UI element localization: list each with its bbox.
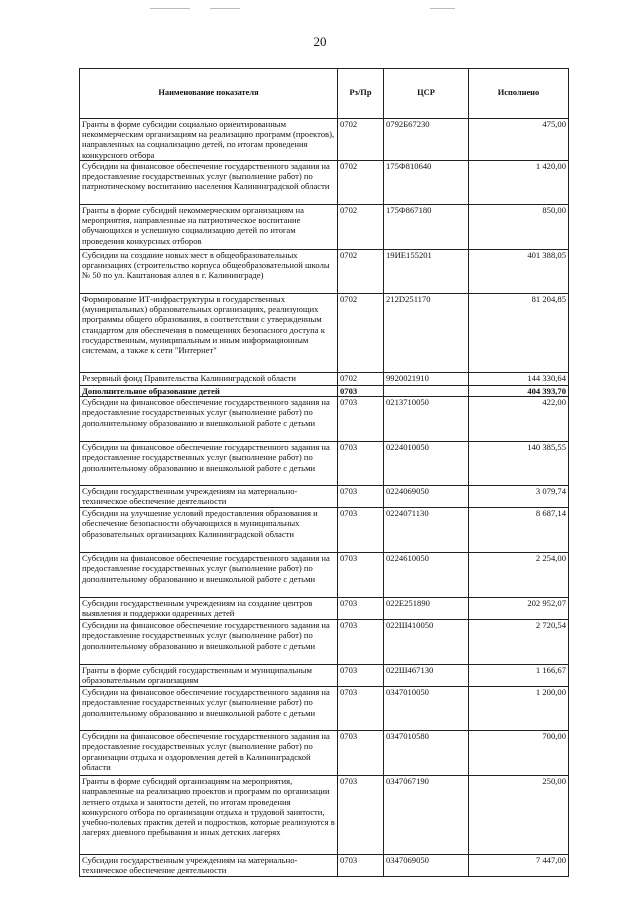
row-indicator-name: Субсидии на финансовое обеспечение государственного задания на предоставление государственных услуг (выполнение работ) по дополнительному образованию и внешкольной работе с детьми bbox=[80, 620, 338, 665]
row-section-code: 0703 bbox=[338, 386, 384, 397]
row-section-code: 0703 bbox=[338, 731, 384, 776]
row-executed-amount: 8 687,14 bbox=[469, 508, 569, 553]
header-indicator-name: Наименование показателя bbox=[80, 69, 338, 119]
table-row bbox=[80, 250, 569, 294]
row-section-code: 0703 bbox=[338, 508, 384, 553]
row-target-article: 0224071130 bbox=[384, 508, 469, 553]
row-executed-amount: 140 385,55 bbox=[469, 442, 569, 486]
table-row bbox=[80, 397, 569, 442]
table-row bbox=[80, 119, 569, 161]
row-section-code: 0703 bbox=[338, 486, 384, 508]
row-indicator-name: Субсидии на улучшение условий предоставления образования и обеспечение безопасности обучающихся в муниципальных образовательных организациях Калининградской области bbox=[80, 508, 338, 553]
table-row bbox=[80, 373, 569, 386]
row-executed-amount: 1 420,00 bbox=[469, 161, 569, 205]
row-section-code: 0702 bbox=[338, 250, 384, 294]
table-row bbox=[80, 620, 569, 665]
row-target-article: 9920021910 bbox=[384, 373, 469, 386]
row-target-article: 0347069050 bbox=[384, 855, 469, 877]
row-indicator-name: Формирование ИТ-инфраструктуры в государственных (муниципальных) образовательных организациях, реализующих программы общего образования, в соответствии с утвержденным стандартом для обеспечения в помещениях безопасного доступа к государственным, муниципальным и иным информационным системам, а также к сети "Интернет" bbox=[80, 294, 338, 373]
row-indicator-name: Субсидии на финансовое обеспечение государственного задания на предоставление государственных услуг (выполнение работ) по организации отдыха и оздоровления детей в Калининградской области bbox=[80, 731, 338, 776]
header-section-code: Рз/Пр bbox=[338, 69, 384, 119]
row-target-article: 0213710050 bbox=[384, 397, 469, 442]
row-target-article: 022Ш410050 bbox=[384, 620, 469, 665]
table-row bbox=[80, 855, 569, 877]
row-indicator-name: Гранты в форме субсидий организациям на мероприятия, направленные на реализацию проектов и программ по организации летнего отдыха и занятости детей, по итогам проведения конкурсного отбора по организации отдыха и трудовой занятости, учебно-полевых практик детей и подростков, которые реализуются в лагерях дневного пребывания и иных детских лагерях bbox=[80, 776, 338, 855]
row-executed-amount: 144 330,64 bbox=[469, 373, 569, 386]
row-indicator-name: Субсидии на финансовое обеспечение государственного задания на предоставление государственных услуг (выполнение работ) по патриотическому воспитанию населения Калининградской области bbox=[80, 161, 338, 205]
row-indicator-name: Гранты в форме субсидий некоммерческим организациям на мероприятия, направленные на патриотическое воспитание обучающихся и успешную социализацию детей по итогам проведения конкурсных отборов bbox=[80, 205, 338, 250]
row-target-article: 175Ф867180 bbox=[384, 205, 469, 250]
budget-table bbox=[79, 68, 569, 877]
row-executed-amount: 3 079,74 bbox=[469, 486, 569, 508]
row-section-code: 0703 bbox=[338, 442, 384, 486]
row-indicator-name: Субсидии государственным учреждениям на материально-техническое обеспечение деятельности bbox=[80, 855, 338, 877]
table-row bbox=[80, 508, 569, 553]
page-number: 20 bbox=[313, 34, 327, 49]
row-target-article: 0792Б67230 bbox=[384, 119, 469, 161]
table-section-row bbox=[80, 386, 569, 397]
row-target-article: 175Ф810640 bbox=[384, 161, 469, 205]
header-executed-amount: Исполнено bbox=[469, 69, 569, 119]
row-target-article: 0224069050 bbox=[384, 486, 469, 508]
row-target-article: 0224010050 bbox=[384, 442, 469, 486]
row-indicator-name: Гранты в форме субсидий государственным и муниципальным образовательным организациям bbox=[80, 665, 338, 687]
row-target-article: 0224610050 bbox=[384, 553, 469, 598]
table-row bbox=[80, 486, 569, 508]
row-executed-amount: 401 388,05 bbox=[469, 250, 569, 294]
row-executed-amount: 700,00 bbox=[469, 731, 569, 776]
table-row bbox=[80, 442, 569, 486]
row-executed-amount: 850,00 bbox=[469, 205, 569, 250]
table-row bbox=[80, 161, 569, 205]
row-executed-amount: 1 200,00 bbox=[469, 687, 569, 731]
table-row bbox=[80, 205, 569, 250]
row-section-code: 0703 bbox=[338, 776, 384, 855]
row-executed-amount: 2 254,00 bbox=[469, 553, 569, 598]
table-row bbox=[80, 776, 569, 855]
row-executed-amount: 422,00 bbox=[469, 397, 569, 442]
row-section-code: 0703 bbox=[338, 665, 384, 687]
row-indicator-name: Резервный фонд Правительства Калининградской области bbox=[80, 373, 338, 386]
row-executed-amount: 2 720,54 bbox=[469, 620, 569, 665]
row-section-code: 0703 bbox=[338, 620, 384, 665]
row-section-code: 0703 bbox=[338, 553, 384, 598]
row-section-code: 0703 bbox=[338, 855, 384, 877]
row-indicator-name: Субсидии на финансовое обеспечение государственного задания на предоставление государственных услуг (выполнение работ) по дополнительному образованию и внешкольной работе с детьми bbox=[80, 397, 338, 442]
row-section-code: 0703 bbox=[338, 598, 384, 620]
row-indicator-name: Субсидии государственным учреждениям на создание центров выявления и поддержки одаренных детей bbox=[80, 598, 338, 620]
table-row bbox=[80, 731, 569, 776]
row-indicator-name: Дополнительное образование детей bbox=[80, 386, 338, 397]
row-indicator-name: Гранты в форме субсидии социально ориентированным некоммерческим организациям на реализацию программ (проектов), направленных на социализацию детей, по итогам проведения конкурсного отбора bbox=[80, 119, 338, 161]
row-target-article: 19ИЕ155201 bbox=[384, 250, 469, 294]
table-row bbox=[80, 687, 569, 731]
table-row bbox=[80, 553, 569, 598]
row-executed-amount: 81 204,85 bbox=[469, 294, 569, 373]
scan-artifact-line bbox=[210, 8, 240, 9]
row-executed-amount: 475,00 bbox=[469, 119, 569, 161]
scan-artifact-line bbox=[150, 8, 190, 9]
row-indicator-name: Субсидии на финансовое обеспечение государственного задания на предоставление государственных услуг (выполнение работ) по дополнительному образованию и внешкольной работе с детьми bbox=[80, 553, 338, 598]
row-indicator-name: Субсидии на финансовое обеспечение государственного задания на предоставление государственных услуг (выполнение работ) по дополнительному образованию и внешкольной работе с детьми bbox=[80, 687, 338, 731]
table-row bbox=[80, 665, 569, 687]
row-target-article bbox=[384, 386, 469, 397]
row-section-code: 0702 bbox=[338, 294, 384, 373]
header-target-article: ЦСР bbox=[384, 69, 469, 119]
row-executed-amount: 1 166,67 bbox=[469, 665, 569, 687]
row-target-article: 0347010580 bbox=[384, 731, 469, 776]
scan-artifact-line bbox=[430, 8, 455, 9]
row-section-code: 0703 bbox=[338, 687, 384, 731]
row-indicator-name: Субсидии государственным учреждениям на материально-техническое обеспечение деятельности bbox=[80, 486, 338, 508]
table-row bbox=[80, 294, 569, 373]
table-header-row bbox=[80, 69, 569, 119]
row-target-article: 0347067190 bbox=[384, 776, 469, 855]
row-executed-amount: 404 393,70 bbox=[469, 386, 569, 397]
table-row bbox=[80, 598, 569, 620]
row-target-article: 212D251170 bbox=[384, 294, 469, 373]
table-body bbox=[80, 119, 569, 877]
row-target-article: 022E251890 bbox=[384, 598, 469, 620]
row-section-code: 0703 bbox=[338, 397, 384, 442]
row-target-article: 022Ш467130 bbox=[384, 665, 469, 687]
row-indicator-name: Субсидии на финансовое обеспечение государственного задания на предоставление государственных услуг (выполнение работ) по дополнительному образованию и внешкольной работе с детьми bbox=[80, 442, 338, 486]
row-executed-amount: 7 447,00 bbox=[469, 855, 569, 877]
row-target-article: 0347010050 bbox=[384, 687, 469, 731]
row-section-code: 0702 bbox=[338, 161, 384, 205]
row-section-code: 0702 bbox=[338, 119, 384, 161]
row-section-code: 0702 bbox=[338, 205, 384, 250]
row-indicator-name: Субсидии на создание новых мест в общеобразовательных организациях (строительство корпуса общеобразовательной школы № 50 по ул. Каштановая аллея в г. Калининграде) bbox=[80, 250, 338, 294]
row-executed-amount: 202 952,07 bbox=[469, 598, 569, 620]
row-section-code: 0702 bbox=[338, 373, 384, 386]
row-executed-amount: 250,00 bbox=[469, 776, 569, 855]
